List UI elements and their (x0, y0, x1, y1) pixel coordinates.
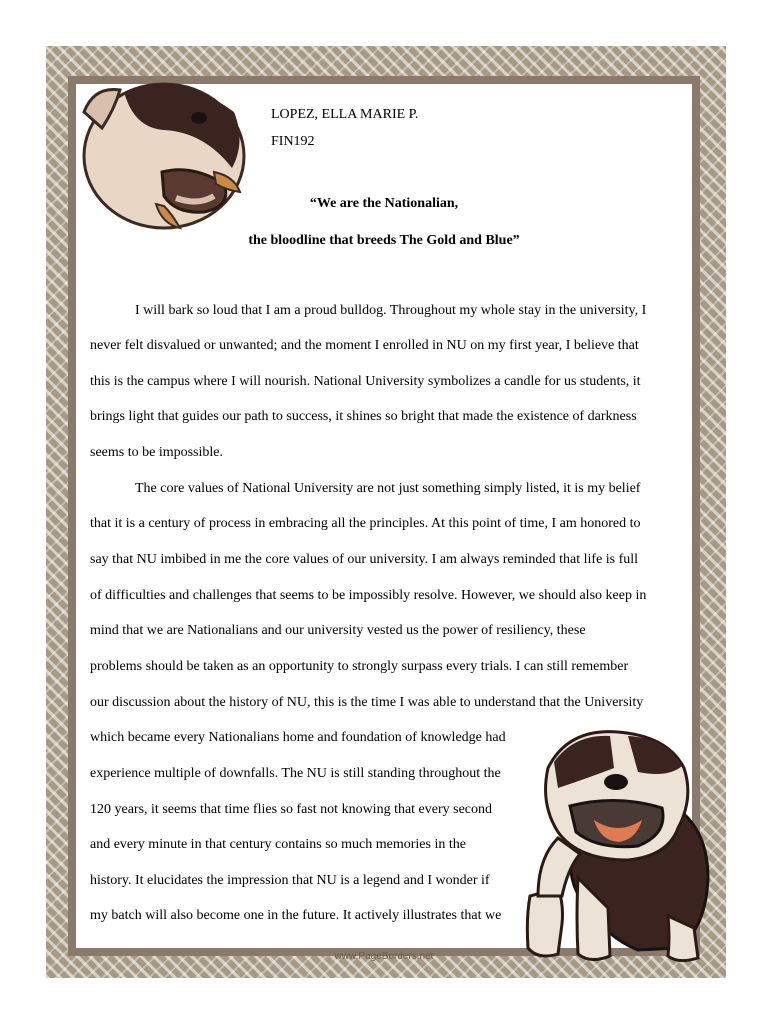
student-name: LOPEZ, ELLA MARIE P. (271, 107, 419, 122)
body-line: our discussion about the history of NU, this is the time I was able to understand that the University (90, 695, 644, 710)
body-line: my batch will also become one in the future. It actively illustrates that we (90, 908, 502, 923)
body-line: history. It elucidates the impression that NU is a legend and I wonder if (90, 873, 490, 888)
body-line: mind that we are Nationalians and our university vested us the power of resiliency, these (90, 623, 586, 638)
course-code: FIN192 (271, 134, 315, 149)
body-line: seems to be impossible. (90, 445, 223, 460)
body-line: problems should be taken as an opportunity to strongly surpass every trials. I can still remember (90, 659, 629, 674)
bulldog-head-icon (64, 72, 250, 238)
body-line: never felt disvalued or unwanted; and the moment I enrolled in NU on my first year, I believe that (90, 338, 639, 353)
body-line: and every minute in that century contains so much memories in the (90, 837, 466, 852)
border-watermark: www.PageBorders.net (334, 951, 434, 962)
body-line: The core values of National University are not just something simply listed, it is my belief (135, 481, 641, 496)
body-line: experience multiple of downfalls. The NU is still standing throughout the (90, 766, 501, 781)
body-line: which became every Nationalians home and foundation of knowledge had (90, 730, 506, 745)
body-line: brings light that guides our path to success, it shines so bright that made the existence of darkness (90, 409, 637, 424)
body-line: 120 years, it seems that time flies so fast not knowing that every second (90, 802, 493, 817)
body-line: say that NU imbibed in me the core values of our university. I am always reminded that life is full (90, 552, 639, 567)
body-line: this is the campus where I will nourish. National University symbolizes a candle for us students, it (90, 374, 641, 389)
body-line: that it is a century of process in embracing all the principles. At this point of time, I am honored to (90, 516, 641, 531)
essay-title-line-1: “We are the Nationalian, (309, 196, 459, 211)
bulldog-body-icon (518, 728, 718, 966)
body-line: I will bark so loud that I am a proud bulldog. Throughout my whole stay in the university, I (135, 303, 647, 318)
essay-title-line-2: the bloodline that breeds The Gold and Blue” (248, 233, 520, 248)
body-line: of difficulties and challenges that seems to be impossibly resolve. However, we should also keep in (90, 588, 647, 603)
